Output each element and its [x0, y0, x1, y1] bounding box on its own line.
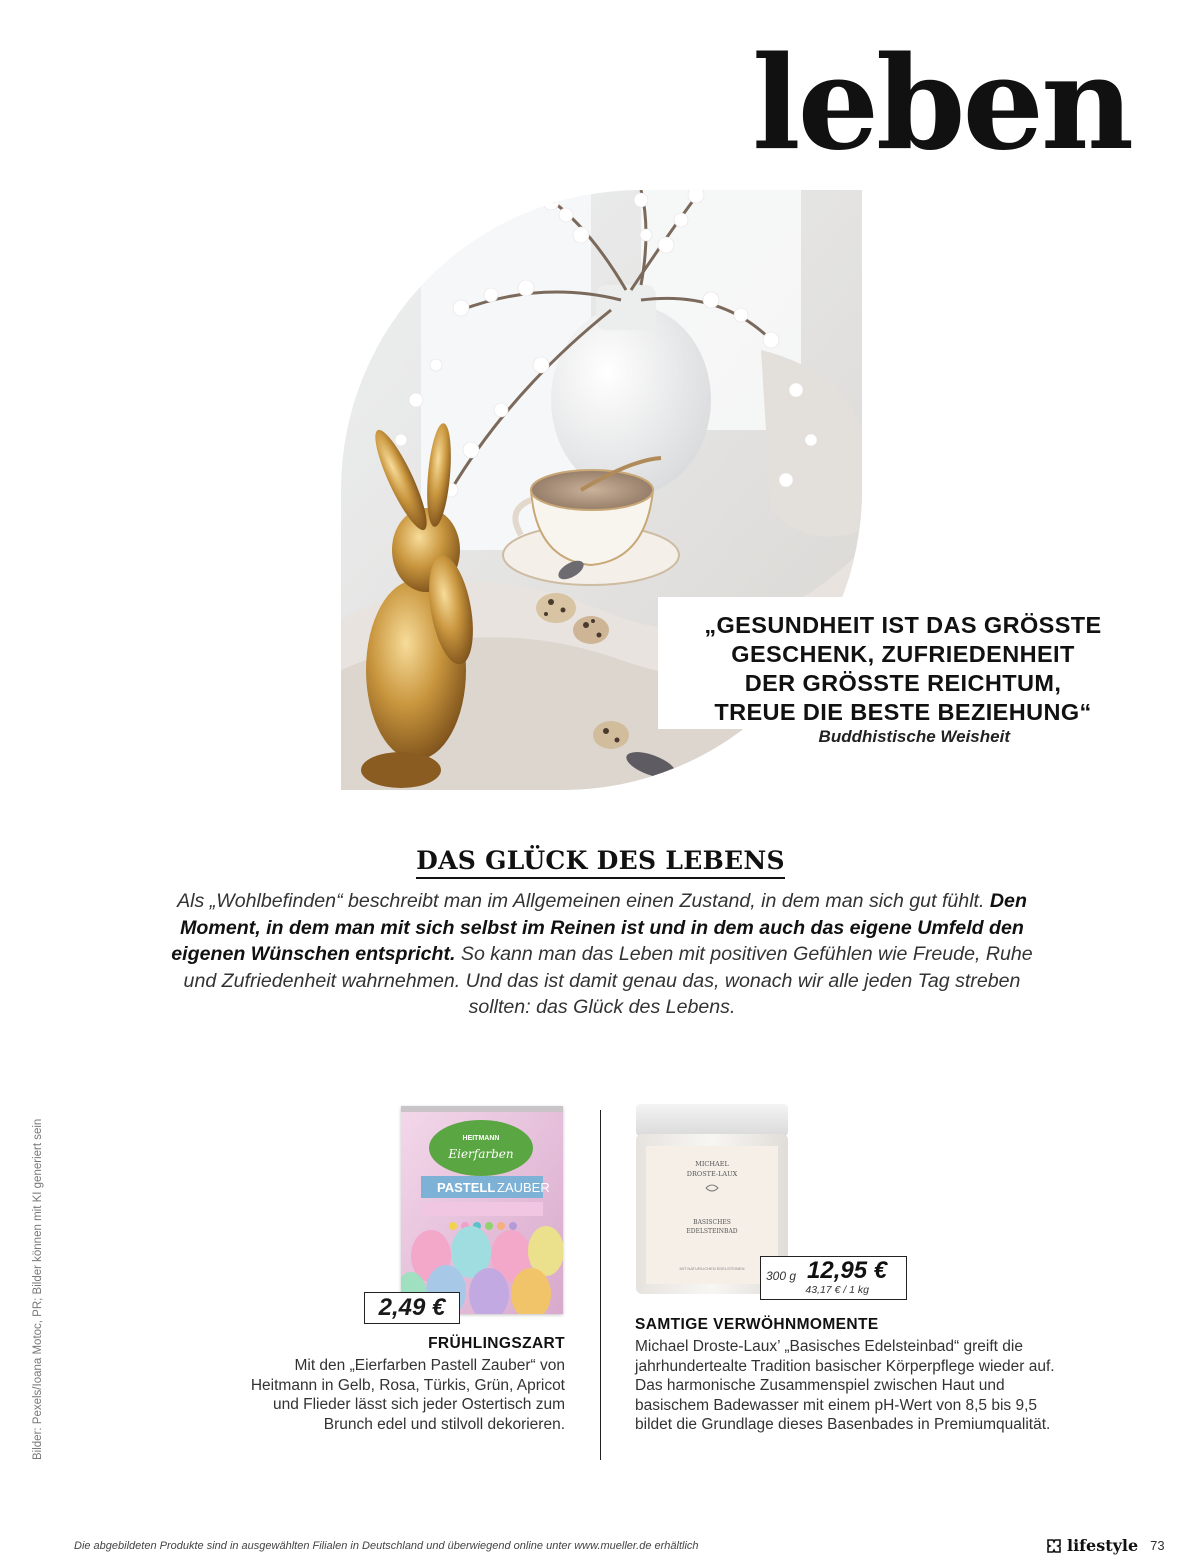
product-description: Mit den „Eierfarben Pastell Zauber“ von Heitmann in Gelb, Rosa, Türkis, Grün, Apricot und Flieder lässt sich jeder Ostertisch zum Brunch edel und stilvoll dekorieren. — [250, 1357, 565, 1433]
unit-price: 43,17 € / 1 kg — [805, 1284, 869, 1296]
quote-line: GESCHENK, ZUFRIEDENHEIT — [731, 641, 1075, 667]
footer-brand — [1047, 1536, 1165, 1555]
intro-text: So kann man das Leben mit positiven Gefühlen wie Freude, Ruhe und Zufriedenheit wahrnehmen. Und das ist damit genau das, wonach wir alle jeden Tag streben sollten: das Glück des Lebens. — [183, 943, 1033, 1018]
column-divider — [600, 1110, 601, 1460]
intro-bold-text: Den Moment, in dem man mit sich selbst im Reinen ist und in dem auch das eigene Umfeld den eigenen Wünschen entspricht. — [171, 890, 1027, 965]
intro-paragraph — [160, 888, 1044, 1021]
jar-label-2: EDELSTEINBAD — [686, 1228, 738, 1235]
quote-source: Buddhistische Weisheit — [818, 727, 1010, 746]
page-number: 73 — [1150, 1538, 1165, 1553]
product-title: SAMTIGE VERWÖHNMOMENTE — [635, 1316, 879, 1333]
product-price: 12,95 € — [807, 1257, 888, 1284]
jar-label-1: BASISCHES — [693, 1219, 731, 1226]
quote-line: „GESUNDHEIT IST DAS GRÖSSTE — [704, 612, 1102, 638]
intro-text: Als „Wohlbefinden“ beschreibt man im Allgemeinen einen Zustand, in dem man sich gut fühlt. — [177, 890, 990, 912]
jar-brand-1: MICHAEL — [695, 1160, 729, 1168]
product-bath-salt — [635, 1316, 1055, 1435]
quote-text — [668, 611, 1138, 727]
jar-brand-2: DROSTE-LAUX — [686, 1170, 738, 1178]
egg-dye-pack-illustration — [401, 1106, 563, 1314]
product-size: 300 g — [766, 1269, 797, 1283]
product-title: FRÜHLINGSZART — [428, 1335, 565, 1352]
pack-script: Eierfarben — [448, 1147, 514, 1161]
quote-line: DER GRÖSSTE REICHTUM, — [744, 670, 1062, 696]
section-title: leben — [751, 29, 1131, 179]
article-heading-text: DAS GLÜCK DES LEBENS — [416, 846, 785, 879]
brand-name: lifestyle — [1067, 1536, 1139, 1555]
footer-note: Die abgebildeten Produkte sind in ausgewählten Filialen in Deutschland und überwiegend online unter www.mueller.de erhältlich — [74, 1540, 699, 1552]
price-tag-egg-dye: 2,49 € — [364, 1292, 460, 1324]
pack-brand: HEITMANN — [462, 1135, 500, 1142]
product-image-egg-dye — [401, 1106, 563, 1314]
article-heading — [0, 846, 1201, 875]
price-tag-bath-salt — [760, 1256, 907, 1300]
pack-name-2: ZAUBER — [497, 1180, 550, 1195]
quote-line: TREUE DIE BESTE BEZIEHUNG“ — [714, 699, 1092, 725]
jar-small-text: MIT NATURLICHEN EDELSTEINEN — [679, 1266, 745, 1271]
photo-credit: Bilder: Pexels/Ioana Motoc, PR; Bilder können mit KI generiert sein — [32, 1118, 44, 1460]
pack-name-1: PASTELL — [437, 1180, 496, 1195]
product-egg-dye — [250, 1335, 565, 1434]
product-description: Michael Droste-Laux’ „Basisches Edelsteinbad“ greift die jahrhundertealte Tradition basischer Körperpflege wieder auf. Das harmonische Zusammenspiel zwischen Haut und basischem Badewasser mit einem pH-Wert von 8,5 bis 9,5 bildet die Grundlage dieses Basenbades in Premiumqualität. — [635, 1338, 1055, 1433]
brand-logo-icon — [1047, 1539, 1061, 1553]
